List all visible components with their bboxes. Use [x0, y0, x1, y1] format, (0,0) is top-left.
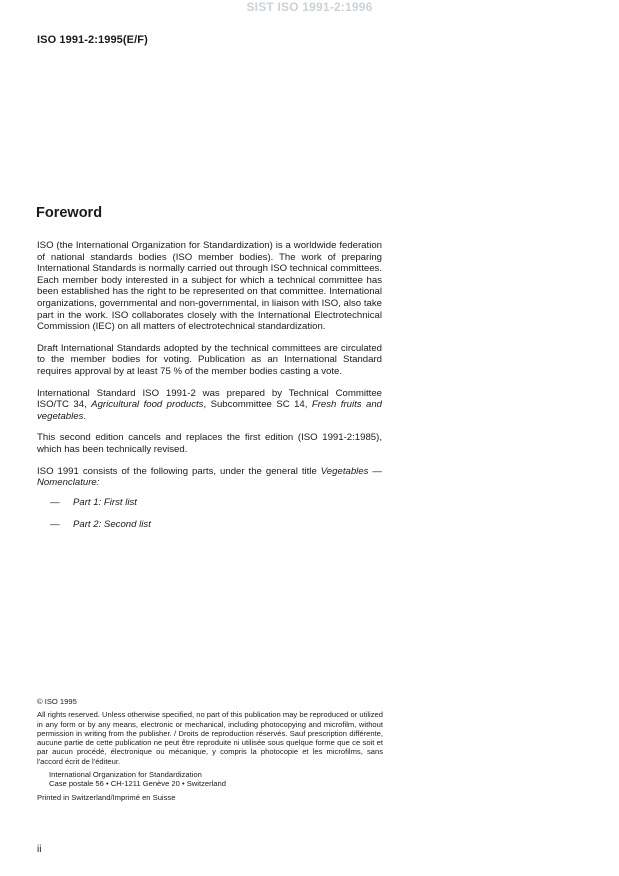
foreword-paragraph-1: ISO (the International Organization for Standardization) is a worldwide federation of national standards bodies (ISO member bodies). The work of preparing International Standards is normally carried out through ISO technical committees. Each member body interested in a subject for which a technical committee has been established has the right to be represented on that committee. International organizations, governmental and non-governmental, in liaison with ISO, also take part in the work. ISO collaborates closely with the International Electrotechnical Commission (IEC) on all matters of electrotechnical standardization. — [37, 240, 383, 333]
p3-subcommittee-name: Fresh fruits and vegetables — [37, 399, 382, 422]
list-dash: — — [50, 496, 60, 508]
part-label: Part 1: First list — [73, 496, 137, 508]
document-id-header: ISO 1991-2:1995(E/F) — [37, 34, 148, 46]
foreword-paragraph-4: This second edition cancels and replaces the first edition (ISO 1991-2:1985), which has been technically revised. — [37, 432, 382, 455]
list-item — [37, 497, 382, 519]
page-number: ii — [37, 844, 42, 855]
organization-name: International Organization for Standardization — [49, 770, 202, 780]
printed-in: Printed in Switzerland/Imprimé en Suisse — [37, 792, 176, 802]
foreword-body — [37, 240, 382, 541]
part-label: Part 2: Second list — [73, 518, 151, 530]
foreword-paragraph-5 — [37, 466, 382, 489]
parts-list — [37, 497, 382, 541]
foreword-paragraph-2: Draft International Standards adopted by the technical committees are circulated to the member bodies for voting. Publication as an International Standard requires approval by at least 75 % of the member bodies casting a vote. — [37, 342, 382, 377]
copyright-block — [37, 697, 383, 802]
p3-text-c: , Subcommittee SC 14, — [203, 399, 312, 411]
p5-general-title: Vegetables — Nomenclature: — [37, 465, 382, 489]
p5-text-a: ISO 1991 consists of the following parts, under the general title — [37, 465, 321, 477]
organization-address: Case postale 56 • CH-1211 Genève 20 • Switzerland — [49, 779, 226, 789]
p3-text-a: International Standard ISO 1991-2 was prepared by Technical Committee ISO/TC 34, — [37, 387, 382, 411]
watermark: SIST ISO 1991-2:1996 — [246, 0, 373, 14]
rights-statement: All rights reserved. Unless otherwise specified, no part of this publication may be reproduced or utilized in any form or by any means, electronic or mechanical, including photocopying and microfilm, without permission in writing from the publisher. / Droits de reproduction réservés. Sauf prescription différente, aucune partie de cette publication ne peut être reproduite ni utilisée sous quelque forme que ce soit et par aucun procédé, électronique ou mécanique, y compris la photocopie et les microfilms, sans l'accord écrit de l'éditeur. — [37, 710, 383, 766]
list-dash: — — [50, 518, 60, 530]
copyright-notice: © ISO 1995 — [37, 697, 77, 706]
foreword-heading: Foreword — [36, 205, 103, 221]
p3-text-e: . — [83, 410, 87, 422]
p3-committee-name: Agricultural food products — [91, 399, 204, 411]
foreword-paragraph-3 — [37, 388, 382, 423]
list-item — [37, 519, 382, 541]
